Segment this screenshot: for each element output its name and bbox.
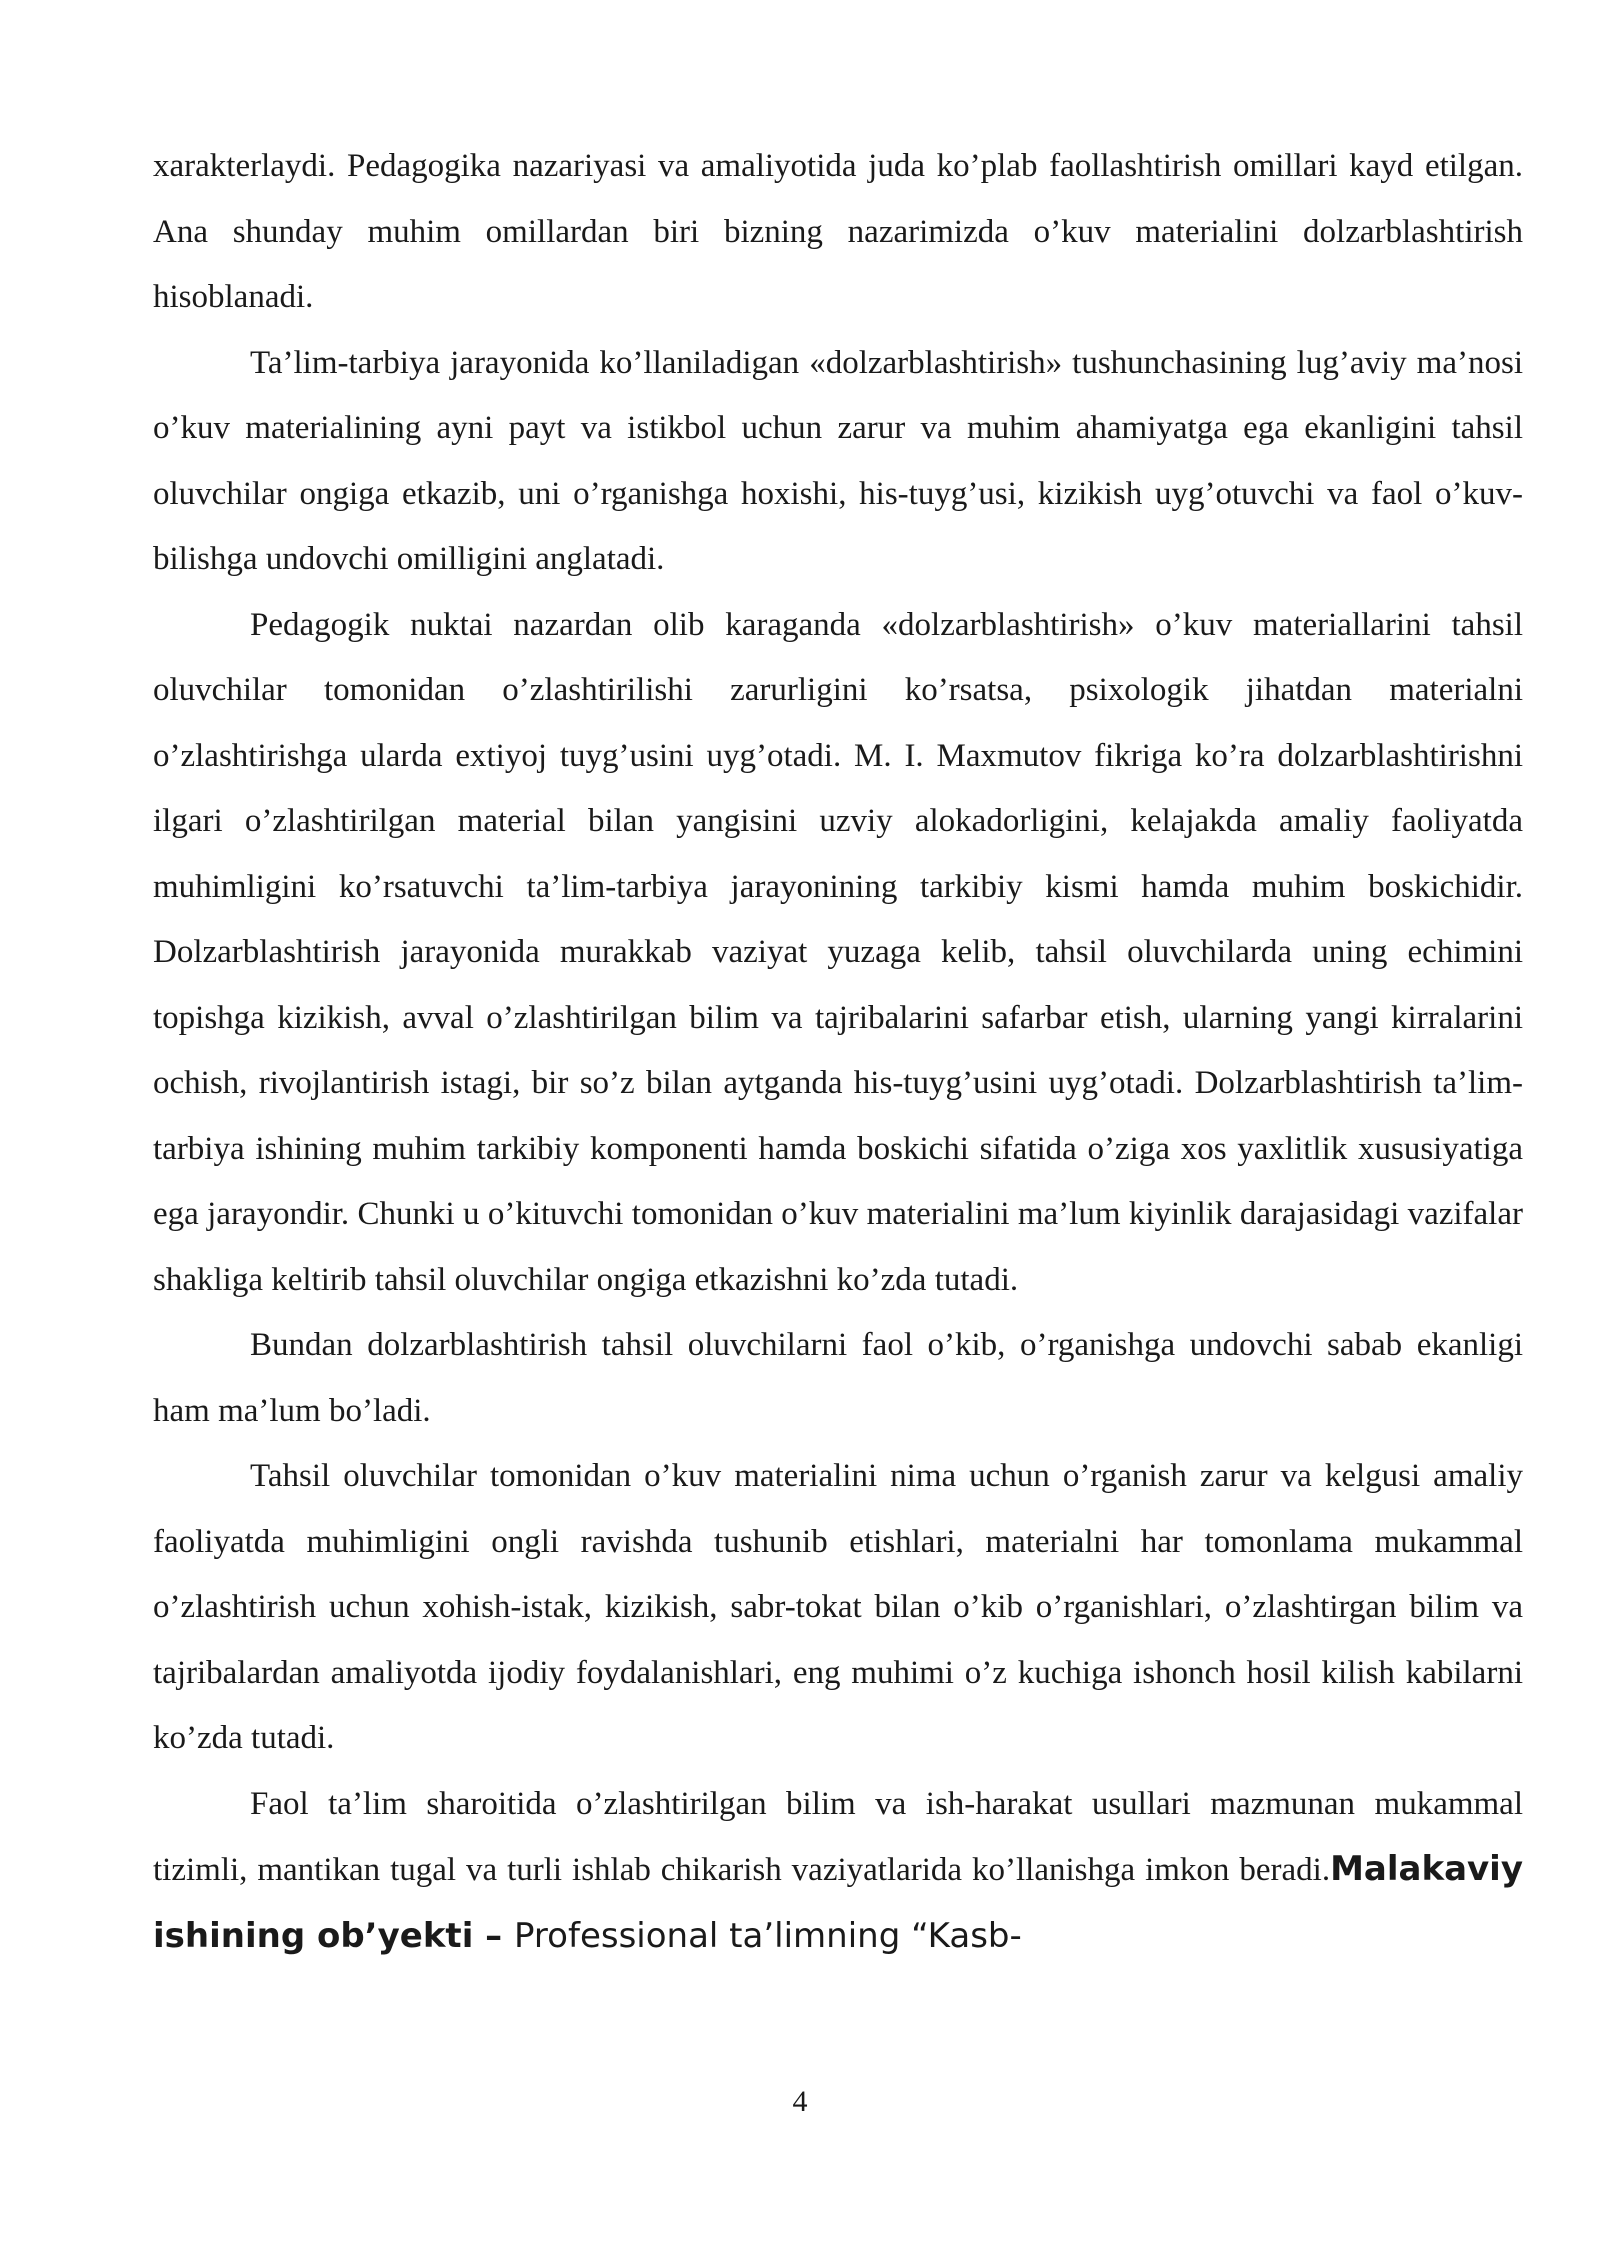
paragraph-5: Tahsil oluvchilar tomonidan o’kuv materialini nima uchun o’rganish zarur va kelgusi amaliy faoliyatda muhimligini ongli ravishda tushunib etishlari, materialni har tomonlama mukammal o’zlashtirish uchun xohish-istak, kizikish, sabr-tokat bilan o’kib o’rganishlari, o’zlashtirgan bilim va tajribalardan amaliyotda ijodiy foydalanishlari, eng muhimi o’z kuchiga ishonch hosil kilish kabilarni ko’zda tutadi. xyxy=(153,1458,1523,1756)
paragraph-3: Pedagogik nuktai nazardan olib karaganda «dolzarblashtirish» o’kuv materiallarini tahsil oluvchilar tomonidan o’zlashtirilishi zarurligini ko’rsatsa, psixologik jihatdan materialni o’zlashtirishga ularda extiyoj tuyg’usini uyg’otadi. M. I. Maxmutov fikriga ko’ra dolzarblashtirishni ilgari o’zlashtirilgan material bilan yangisini uzviy alokadorligini, kelajakda amaliy faoliyatda muhimligini ko’rsatuvchi ta’lim-tarbiya jarayonining tarkibiy kismi hamda muhim boskichidir. Dolzarblashtirish jarayonida murakkab vaziyat yuzaga kelib, tahsil oluvchilarda uning echimini topishga kizikish, avval o’zlashtirilgan bilim va tajribalarini safarbar etish, ularning yangi kirralarini ochish, rivojlantirish istagi, bir so’z bilan aytganda his-tuyg’usini uyg’otadi. Dolzarblashtirish ta’lim-tarbiya ishining muhim tarkibiy komponenti hamda boskichi sifatida o’ziga xos yaxlitlik xususiyatiga ega jarayondir. Chunki u o’kituvchi tomonidan o’kuv materialini ma’lum kiyinlik darajasidagi vazifalar shakliga keltirib tahsil oluvchilar ongiga etkazishni ko’zda tutadi. xyxy=(153,606,1523,1298)
paragraph-4: Bundan dolzarblashtirish tahsil oluvchilarni faol o’kib, o’rganishga undovchi sabab ekanligi ham ma’lum bo’ladi. xyxy=(153,1327,1523,1429)
page-number: 4 xyxy=(792,2085,808,2118)
heading-tail-text: Professional ta’limning “Kasb- xyxy=(514,1915,1022,1956)
paragraph-2: Ta’lim-tarbiya jarayonida ko’llaniladigan «dolzarblashtirish» tushunchasining lug’aviy ma’nosi o’kuv materialining ayni payt va istikbol uchun zarur va muhim ahamiyatga ega ekanligini tahsil oluvchilar ongiga etkazib, uni o’rganishga hoxishi, his-tuyg’usi, kizikish uyg’otuvchi va faol o’kuv-bilishga undovchi omilligini anglatadi. xyxy=(153,344,1523,577)
malakaviy-ishi-heading: Malakaviy ishining ob’yekti xyxy=(153,1849,1523,1956)
paragraph-6-text: Faol ta’lim sharoitida o’zlashtirilgan bilim va ish-harakat usullari mazmunan mukammal tizimli, mantikan tugal va turli ishlab chikarish vaziyatlarida ko’llanishga imkon beradi. xyxy=(153,1785,1523,1888)
heading-dash: – xyxy=(473,1915,515,1956)
paragraph-6 xyxy=(153,1772,1523,1971)
document-page xyxy=(153,134,1523,1970)
paragraph-1: xarakterlaydi. Pedagogika nazariyasi va amaliyotida juda ko’plab faollashtirish omillari kayd etilgan. Ana shunday muhim omillardan biri bizning nazarimizda o’kuv materialini dolzarblashtirish hisoblanadi. xyxy=(153,148,1523,315)
